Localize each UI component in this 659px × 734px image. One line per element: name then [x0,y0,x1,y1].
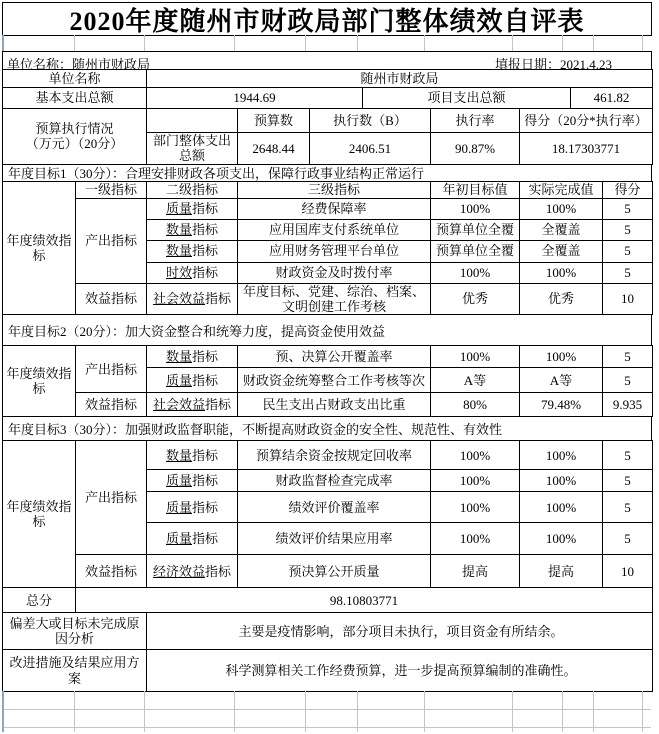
unit-line: 单位名称：随州市财政局 [7,57,151,72]
fill-date [495,54,612,73]
goal2-indicator-table [2,345,653,417]
col-rate: 执行率 [431,109,520,133]
score-cell: 10 [603,283,653,315]
side-label: 年度绩效指标 [3,441,76,588]
deviation-content: 主要是疫情影响，部分项目未执行，项目资金有所结余。 [147,613,653,650]
actual-cell: 100% [520,346,603,368]
improvement-row [3,650,653,692]
actual-cell: 79.48% [520,393,603,417]
header-level1: 一级指标 [76,181,147,198]
level3-cell: 经费保障率 [238,198,431,219]
empty-grid-row [2,727,659,732]
self-evaluation-form [2,2,652,732]
level2-cell: 经济效益指标 [147,555,238,588]
col-score: 得分（20分*执行率） [520,109,653,133]
level3-cell: 预算结余资金按规定回收率 [238,441,431,470]
level2-cell: 社会效益指标 [147,283,238,315]
indicator-row [3,441,653,470]
actual-cell: 优秀 [520,283,603,315]
target-cell: 100% [431,492,520,523]
level1-output: 产出指标 [76,441,147,555]
rate-value: 90.87% [431,133,520,165]
budget-value: 2648.44 [238,133,310,165]
level1-output: 产出指标 [76,198,147,283]
level2-cell: 数量指标 [147,441,238,470]
total-label: 总分 [3,588,76,613]
level3-cell: 民生支出占财政支出比重 [238,393,431,417]
target-cell: 优秀 [431,283,520,315]
level3-cell: 预决算公开质量 [238,555,431,588]
goal1-bar: 年度目标1（30分）：合理安排财政各项支出，保障行政事业结构正常运行 [2,164,652,182]
side-label: 年度绩效指标 [3,346,76,417]
expense-total-row [3,88,653,109]
level2-cell: 时效指标 [147,262,238,283]
score-cell: 5 [603,470,653,492]
level2-cell: 数量指标 [147,346,238,368]
deviation-label: 偏差大或目标未完成原因分析 [3,613,147,650]
actual-cell: 全覆盖 [520,240,603,262]
empty-grid-row [2,691,659,710]
total-row [3,588,653,613]
deviation-row [3,613,653,650]
actual-cell: 100% [520,262,603,283]
meta-row [2,51,652,70]
actual-cell: A等 [520,368,603,393]
target-cell: 100% [431,523,520,555]
level3-cell: 绩效评价结果应用率 [238,523,431,555]
indicator-row [3,346,653,368]
goal1-indicator-table [2,181,653,316]
level2-cell: 质量指标 [147,198,238,219]
level2-cell: 数量指标 [147,240,238,262]
score-cell: 10 [603,555,653,588]
level1-output: 产出指标 [76,346,147,393]
score-cell: 5 [603,219,653,240]
score-cell: 5 [603,262,653,283]
col-budget: 预算数 [238,109,310,133]
header-level2: 二级指标 [147,181,238,198]
level2-cell: 社会效益指标 [147,393,238,417]
actual-cell: 100% [520,523,603,555]
unit-name-value: 随州市财政局 [147,70,653,88]
basic-expense-label: 基本支出总额 [3,88,147,109]
header-score: 得分 [603,181,653,198]
empty-grid-row [2,709,659,728]
level1-benefit: 效益指标 [76,555,147,588]
score-value: 18.17303771 [520,133,653,165]
level2-cell: 质量指标 [147,470,238,492]
actual-cell: 100% [520,441,603,470]
project-expense-value: 461.82 [571,88,653,109]
goal3-indicator-table [2,440,653,588]
level3-cell: 应用国库支付系统单位 [238,219,431,240]
level3-cell: 财政资金统筹整合工作考核等次 [238,368,431,393]
indicator-row [3,555,653,588]
actual-cell: 100% [520,470,603,492]
basic-expense-value: 1944.69 [147,88,363,109]
target-cell: 预算单位全覆 [431,219,520,240]
blank-cell [147,109,238,133]
goal2-bar: 年度目标2（20分）：加大资金整合和统筹力度，提高资金使用效益 [2,314,652,346]
header-actual: 实际完成值 [520,181,603,198]
executed-value: 2406.51 [310,133,431,165]
actual-cell: 全覆盖 [520,219,603,240]
budget-exec-label: 预算执行情况 （万元）（20分） [3,109,147,165]
score-cell: 5 [603,523,653,555]
level3-cell: 预、决算公开覆盖率 [238,346,431,368]
empty-grid-row [2,35,659,52]
score-cell: 5 [603,198,653,219]
score-cell: 5 [603,368,653,393]
total-value: 98.10803771 [76,588,653,613]
target-cell: 预算单位全覆 [431,240,520,262]
goal3-bar: 年度目标3（30分）：加强财政监督职能，不断提高财政资金的安全性、规范性、有效性 [2,416,652,441]
score-cell: 5 [603,492,653,523]
level1-benefit: 效益指标 [76,283,147,315]
target-cell: 80% [431,393,520,417]
fill-date-label: 填报日期： [495,57,561,72]
header-level3: 三级指标 [238,181,431,198]
indicator-header-row [3,181,653,198]
actual-cell: 100% [520,492,603,523]
level3-cell: 应用财务管理平台单位 [238,240,431,262]
target-cell: 100% [431,198,520,219]
indicator-row [3,198,653,219]
budget-exec-header-row [3,109,653,133]
analysis-table [2,612,653,692]
target-cell: 100% [431,441,520,470]
score-cell: 9.935 [603,393,653,417]
target-cell: 100% [431,346,520,368]
level3-cell: 财政资金及时拨付率 [238,262,431,283]
improvement-content: 科学测算相关工作经费预算，进一步提高预算编制的准确性。 [147,650,653,692]
level3-cell: 年度目标、党建、综治、档案、文明创建工作考核 [238,283,431,315]
total-table [2,587,653,613]
page-title: 2020年度随州市财政局部门整体绩效自评表 [2,2,652,36]
target-cell: 提高 [431,555,520,588]
target-cell: A等 [431,368,520,393]
level3-cell: 财政监督检查完成率 [238,470,431,492]
level2-cell: 质量指标 [147,368,238,393]
level3-cell: 绩效评价覆盖率 [238,492,431,523]
level2-cell: 质量指标 [147,523,238,555]
side-label: 年度绩效指标 [3,181,76,315]
target-cell: 100% [431,262,520,283]
actual-cell: 100% [520,198,603,219]
fill-date-value: 2021.4.23 [560,57,613,72]
project-expense-label: 项目支出总额 [363,88,571,109]
header-target: 年初目标值 [431,181,520,198]
actual-cell: 提高 [520,555,603,588]
target-cell: 100% [431,470,520,492]
score-cell: 5 [603,346,653,368]
score-cell: 5 [603,441,653,470]
indicator-row [3,283,653,315]
score-cell: 5 [603,240,653,262]
dept-total-label: 部门整体支出总额 [147,133,238,165]
summary-table [2,69,653,165]
level2-cell: 数量指标 [147,219,238,240]
level1-benefit: 效益指标 [76,393,147,417]
col-executed: 执行数（B） [310,109,431,133]
indicator-row [3,393,653,417]
level2-cell: 质量指标 [147,492,238,523]
unit-name-label: 单位名称 [3,70,147,88]
improvement-label: 改进措施及结果应用方案 [3,650,147,692]
